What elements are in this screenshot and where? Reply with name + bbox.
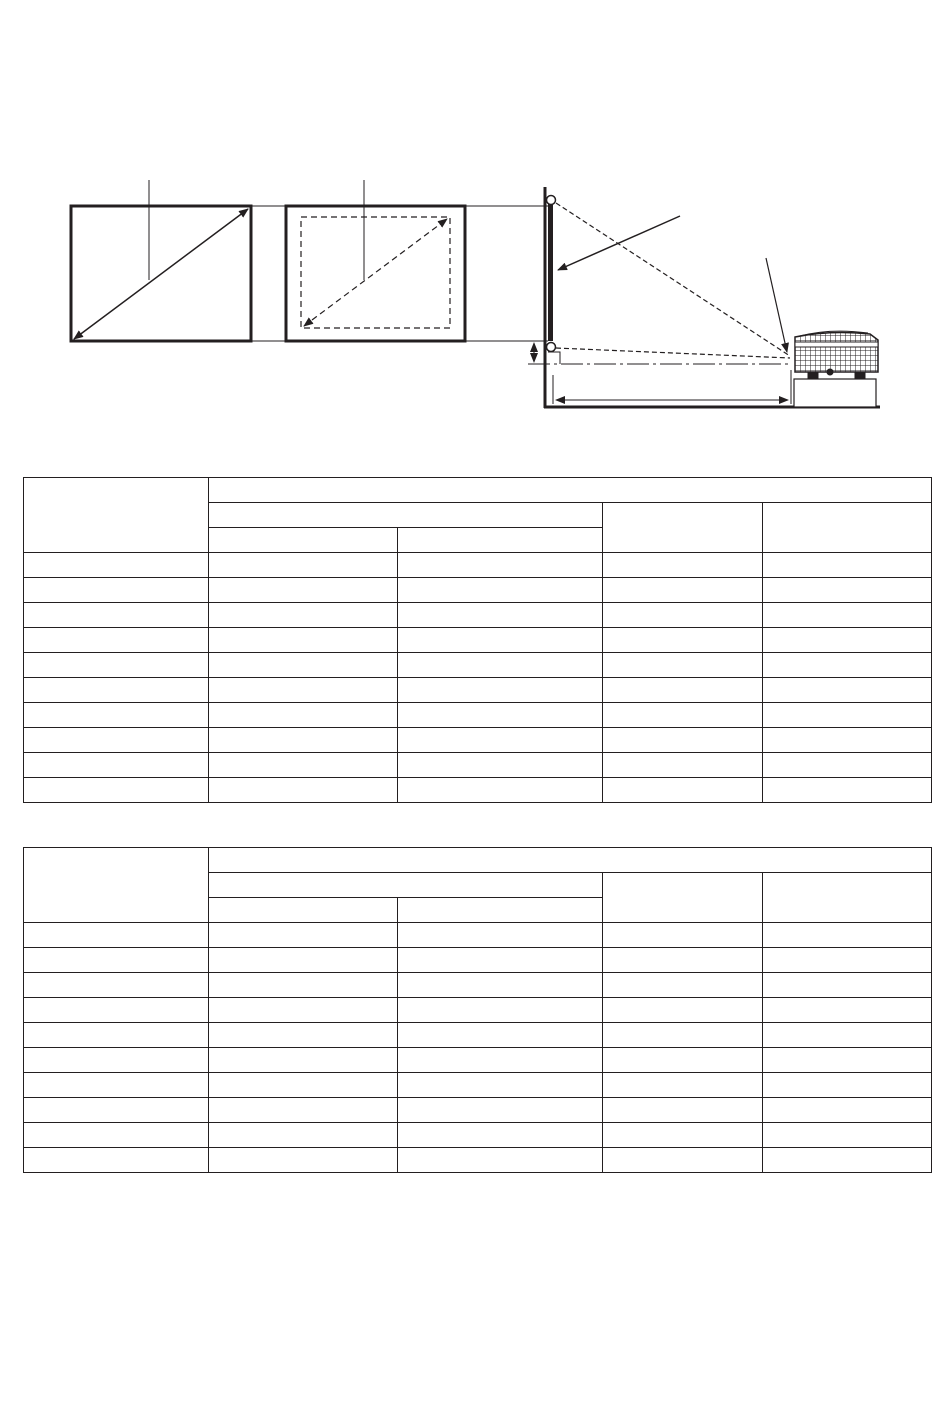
- table-cell: [209, 1098, 398, 1123]
- table-cell: [209, 703, 398, 728]
- table-cell: [398, 1048, 603, 1073]
- table-row: [24, 578, 932, 603]
- table-cell: [24, 778, 209, 803]
- table-row: [24, 553, 932, 578]
- table-cell: [209, 628, 398, 653]
- table-cell: [603, 678, 763, 703]
- table-cell: [209, 778, 398, 803]
- table-cell: [24, 753, 209, 778]
- table-cell: [763, 678, 932, 703]
- header-cell: [24, 848, 209, 923]
- table-cell: [24, 923, 209, 948]
- table-cell: [603, 973, 763, 998]
- table-cell: [24, 653, 209, 678]
- table-cell: [763, 578, 932, 603]
- table-cell: [24, 703, 209, 728]
- table-cell: [209, 998, 398, 1023]
- header-cell: [398, 898, 603, 923]
- table-cell: [398, 1073, 603, 1098]
- table-cell: [398, 1098, 603, 1123]
- table-cell: [603, 603, 763, 628]
- table-cell: [763, 628, 932, 653]
- header-cell: [24, 478, 209, 553]
- table-row: [24, 1023, 932, 1048]
- table-cell: [209, 653, 398, 678]
- table-row: [24, 948, 932, 973]
- table-cell: [398, 923, 603, 948]
- table-row: [24, 753, 932, 778]
- table-row: [24, 1073, 932, 1098]
- table-cell: [209, 603, 398, 628]
- table-row: [24, 1048, 932, 1073]
- table-cell: [398, 678, 603, 703]
- table-cell: [24, 628, 209, 653]
- table-cell: [24, 728, 209, 753]
- table-cell: [24, 1098, 209, 1123]
- projection-size-table-1: [23, 477, 932, 803]
- table-header-row: [24, 478, 932, 503]
- header-cell: [209, 873, 603, 898]
- table-cell: [398, 1023, 603, 1048]
- header-cell: [763, 503, 932, 553]
- header-cell: [209, 503, 603, 528]
- table-cell: [763, 778, 932, 803]
- table-cell: [398, 628, 603, 653]
- table-row: [24, 703, 932, 728]
- table-cell: [209, 1148, 398, 1173]
- table-cell: [603, 628, 763, 653]
- table-cell: [209, 923, 398, 948]
- table-row: [24, 778, 932, 803]
- projection-size-table-2: [23, 847, 932, 1173]
- table-cell: [24, 1073, 209, 1098]
- table-cell: [603, 998, 763, 1023]
- table-cell: [398, 753, 603, 778]
- projection-diagram: [0, 0, 950, 440]
- table-row: [24, 998, 932, 1023]
- table-cell: [763, 923, 932, 948]
- table-cell: [603, 653, 763, 678]
- table-cell: [209, 578, 398, 603]
- table-cell: [603, 1048, 763, 1073]
- table-cell: [209, 753, 398, 778]
- table-cell: [209, 1123, 398, 1148]
- table-row: [24, 1148, 932, 1173]
- table-cell: [603, 553, 763, 578]
- table-cell: [603, 1073, 763, 1098]
- table-cell: [763, 553, 932, 578]
- table-row: [24, 653, 932, 678]
- table-cell: [209, 1073, 398, 1098]
- table-cell: [209, 1023, 398, 1048]
- table-cell: [763, 603, 932, 628]
- table-cell: [763, 653, 932, 678]
- table-cell: [209, 678, 398, 703]
- min-zoom-screen: [286, 180, 465, 341]
- table-cell: [603, 1148, 763, 1173]
- table-cell: [398, 1123, 603, 1148]
- table-row: [24, 678, 932, 703]
- table-cell: [763, 1073, 932, 1098]
- table-cell: [603, 753, 763, 778]
- header-cell: [398, 528, 603, 553]
- table-cell: [24, 1148, 209, 1173]
- table-cell: [24, 1023, 209, 1048]
- table-cell: [398, 603, 603, 628]
- table-cell: [763, 1023, 932, 1048]
- table-cell: [603, 1123, 763, 1148]
- table-row: [24, 728, 932, 753]
- table-cell: [398, 703, 603, 728]
- table-header-row: [24, 848, 932, 873]
- table-cell: [398, 998, 603, 1023]
- table-cell: [209, 1048, 398, 1073]
- table-cell: [763, 1148, 932, 1173]
- header-cell: [763, 873, 932, 923]
- table-cell: [24, 1123, 209, 1148]
- table-cell: [209, 553, 398, 578]
- table-cell: [603, 578, 763, 603]
- table-cell: [603, 703, 763, 728]
- table-cell: [398, 948, 603, 973]
- max-zoom-screen: [71, 180, 251, 341]
- table-cell: [24, 603, 209, 628]
- table-cell: [24, 998, 209, 1023]
- header-cell: [209, 528, 398, 553]
- projection-screen-side-view: [528, 187, 880, 408]
- table-cell: [24, 553, 209, 578]
- table-row: [24, 923, 932, 948]
- table-cell: [209, 973, 398, 998]
- table-cell: [398, 578, 603, 603]
- table-cell: [763, 948, 932, 973]
- table-row: [24, 628, 932, 653]
- table-cell: [603, 948, 763, 973]
- header-cell: [209, 478, 932, 503]
- projector-icon: [795, 331, 878, 378]
- table-cell: [763, 973, 932, 998]
- table-cell: [24, 678, 209, 703]
- table-cell: [398, 1148, 603, 1173]
- table-cell: [763, 1123, 932, 1148]
- header-cell: [603, 503, 763, 553]
- table-cell: [603, 923, 763, 948]
- table-cell: [24, 578, 209, 603]
- table-cell: [398, 653, 603, 678]
- table-cell: [398, 553, 603, 578]
- table-cell: [398, 973, 603, 998]
- table-cell: [24, 948, 209, 973]
- screen-extension-lines: [251, 206, 548, 341]
- table-row: [24, 603, 932, 628]
- table-cell: [209, 948, 398, 973]
- table-cell: [763, 703, 932, 728]
- table-cell: [24, 1048, 209, 1073]
- table-cell: [763, 728, 932, 753]
- table-row: [24, 973, 932, 998]
- table-cell: [603, 778, 763, 803]
- table-cell: [603, 1023, 763, 1048]
- header-cell: [603, 873, 763, 923]
- table-cell: [398, 728, 603, 753]
- table-cell: [763, 998, 932, 1023]
- table-cell: [209, 728, 398, 753]
- header-cell: [209, 898, 398, 923]
- table-cell: [763, 753, 932, 778]
- table-cell: [24, 973, 209, 998]
- table-row: [24, 1098, 932, 1123]
- table-cell: [603, 1098, 763, 1123]
- table-cell: [603, 728, 763, 753]
- table-cell: [398, 778, 603, 803]
- header-cell: [209, 848, 932, 873]
- table-cell: [763, 1048, 932, 1073]
- table-row: [24, 1123, 932, 1148]
- table-cell: [763, 1098, 932, 1123]
